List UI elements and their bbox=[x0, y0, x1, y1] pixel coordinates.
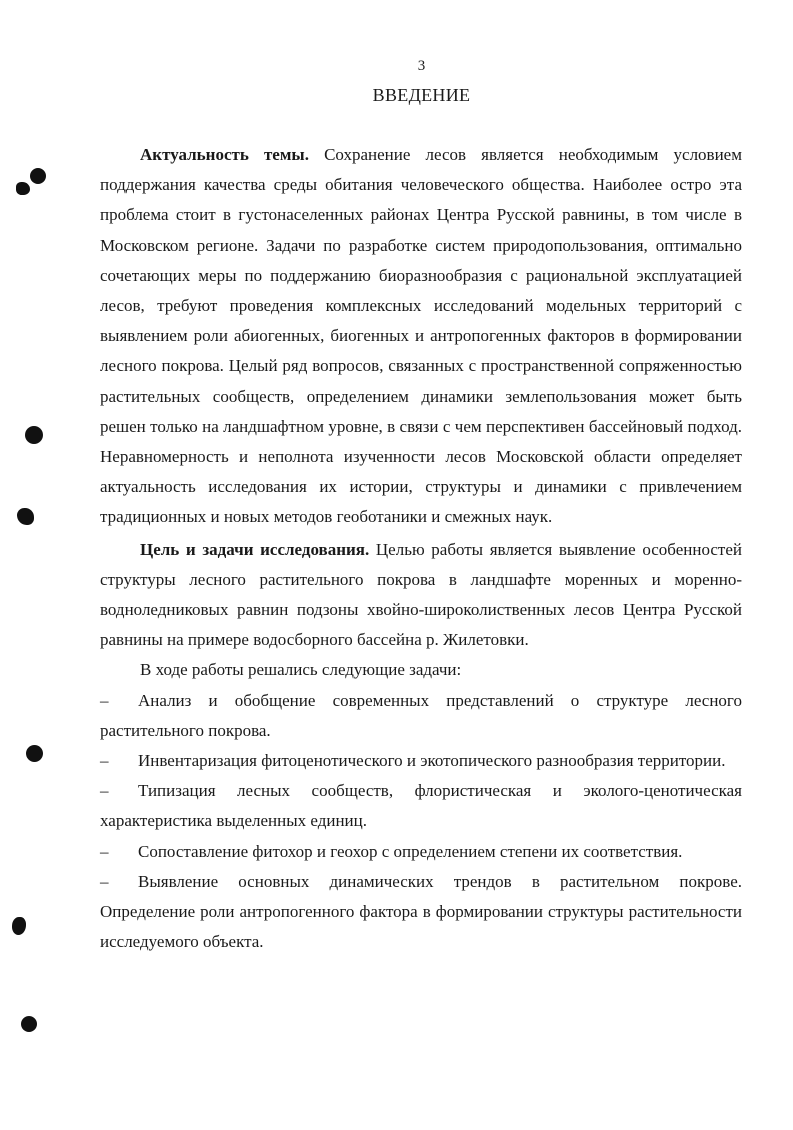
ink-blot bbox=[16, 182, 30, 195]
task-item bbox=[100, 837, 742, 867]
binding-mark bbox=[21, 1016, 37, 1032]
task-text: Анализ и обобщение современных представлений о структуре лесного растительного покрова. bbox=[100, 690, 742, 740]
document-body bbox=[100, 140, 742, 957]
task-dash: – bbox=[100, 781, 109, 801]
task-dash: – bbox=[100, 690, 109, 710]
ink-blot bbox=[12, 917, 26, 935]
goal-paragraph bbox=[100, 535, 742, 656]
task-item bbox=[100, 867, 742, 958]
binding-mark bbox=[25, 426, 43, 444]
ink-blot bbox=[17, 508, 34, 525]
task-item bbox=[100, 776, 742, 836]
task-text: Выявление основных динамических трендов в растительном покрове. Определение роли антропогенного фактора в формировании структуры растительности исследуемого объекта. bbox=[100, 871, 742, 952]
relevance-heading: Актуальность темы. bbox=[140, 145, 309, 164]
tasks-intro: В ходе работы решались следующие задачи: bbox=[140, 660, 462, 680]
task-dash: – bbox=[100, 841, 109, 861]
goal-text: Целью работы является выявление особенностей структуры лесного растительного покрова в ландшафте моренных и моренно-водноледниковых равнин подзоны хвойно-широколиственных лесов Центра Русской равнины на примере водосборного бассейна р. Жилетовки. bbox=[100, 539, 742, 650]
relevance-paragraph bbox=[100, 140, 742, 533]
relevance-text: Сохранение лесов является необходимым условием поддержания качества среды обитания человеческого общества. Наиболее остро эта проблема стоит в густонаселенных районах Центра Русской равнины, в том числе в Московском регионе. Задачи по разработке систем природопользования, оптимально сочетающих меры по поддержанию биоразнообразия с рациональной эксплуатацией лесов, требуют проведения комплексных исследований модельных территорий с выявлением роли абиогенных, биогенных и антропогенных факторов в формировании лесного покрова. Целый ряд вопросов, связанных с пространственной сопряженностью растительных сообществ, определением динамики землепользования может быть решен только на ландшафтном уровне, в связи с чем перспективен бассейновый подход. Неравномерность и неполнота изученности лесов Московской области определяет актуальность исследования их истории, структуры и динамики с привлечением традиционных и новых методов геоботаники и смежных наук. bbox=[100, 145, 742, 527]
task-text: Типизация лесных сообществ, флористическая и эколого-ценотическая характеристика выделенных единиц. bbox=[100, 781, 742, 831]
binding-mark bbox=[30, 168, 46, 184]
page-number: 3 bbox=[417, 58, 426, 74]
task-text: Сопоставление фитохор и геохор с определением степени их соответствия. bbox=[138, 841, 683, 861]
task-dash: – bbox=[100, 871, 109, 891]
goal-heading: Цель и задачи исследования. bbox=[140, 539, 370, 559]
task-item bbox=[100, 746, 742, 776]
task-item bbox=[100, 686, 742, 746]
task-dash: – bbox=[100, 751, 109, 771]
page-title: ВВЕДЕНИЕ bbox=[372, 85, 471, 105]
binding-mark bbox=[26, 745, 43, 762]
task-text: Инвентаризация фитоценотического и экотопического разнообразия территории. bbox=[138, 751, 726, 771]
